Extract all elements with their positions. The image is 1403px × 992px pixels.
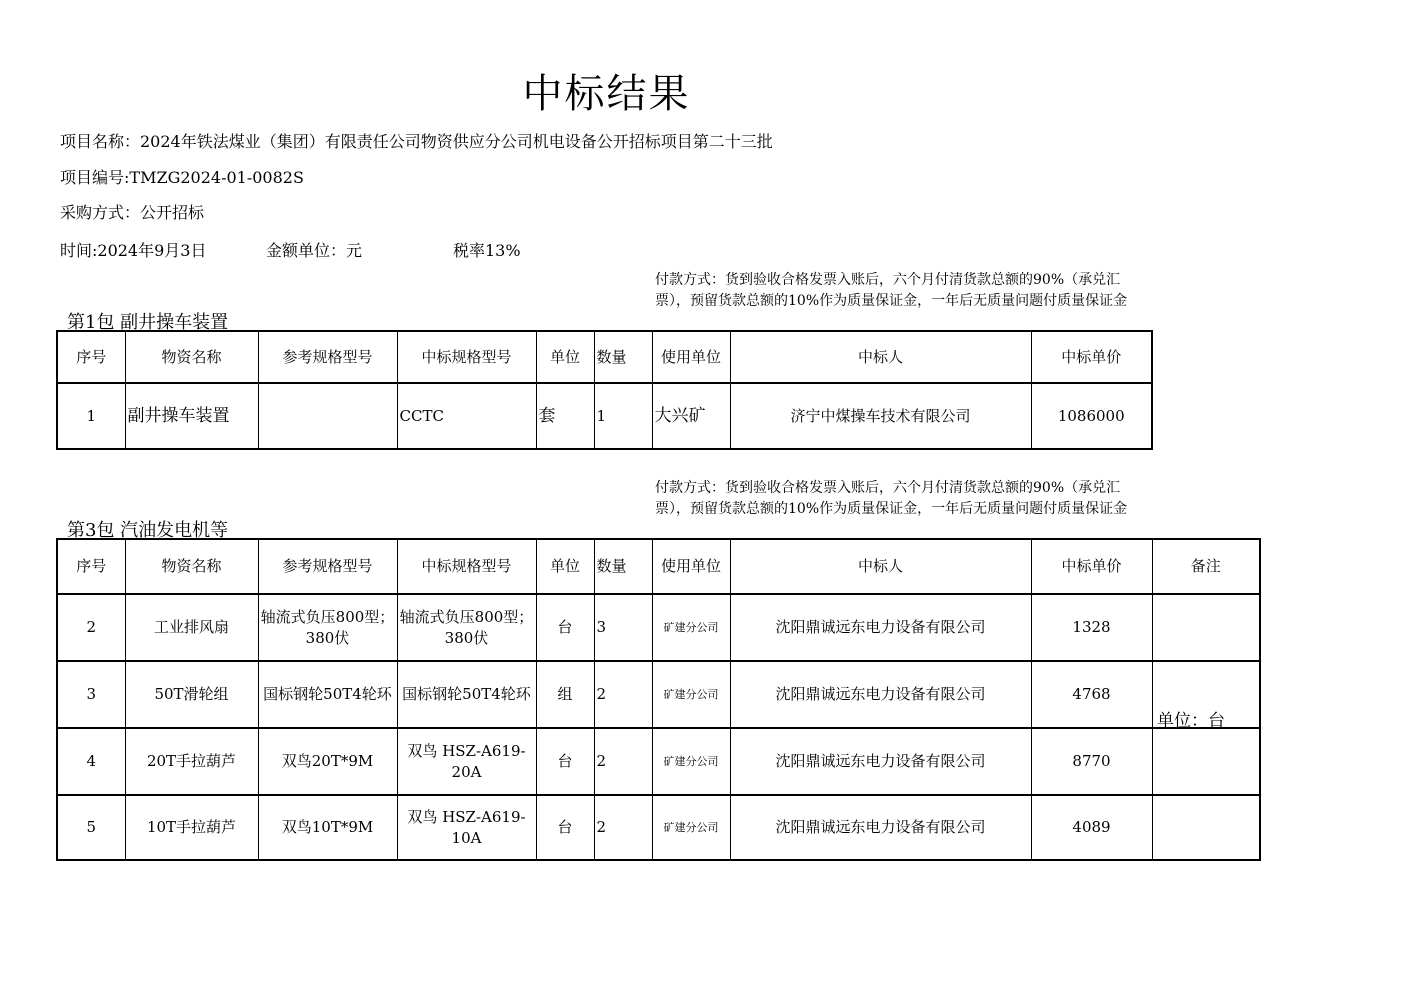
cell-name: 10T手拉葫芦 — [125, 795, 258, 860]
header-cell: 备注 — [1152, 539, 1260, 594]
header-cell: 物资名称 — [125, 331, 258, 383]
header-cell: 序号 — [57, 539, 125, 594]
cell-unit: 套 — [536, 383, 594, 449]
table-row — [57, 594, 1260, 661]
cell-user: 矿建分公司 — [652, 594, 730, 661]
cell-price: 8770 — [1031, 728, 1152, 795]
header-cell: 中标人 — [730, 331, 1031, 383]
table-row — [57, 383, 1152, 449]
cell-winner: 济宁中煤操车技术有限公司 — [730, 383, 1031, 449]
cell-ref-spec: 双鸟20T*9M — [258, 728, 397, 795]
cell-ref-spec: 轴流式负压800型；380伏 — [258, 594, 397, 661]
amount-unit: 金额单位：元 — [266, 241, 363, 260]
table-row — [57, 661, 1260, 728]
cell-user: 矿建分公司 — [652, 728, 730, 795]
cell-winner: 沈阳鼎诚远东电力设备有限公司 — [730, 661, 1031, 728]
header-cell: 单位 — [536, 539, 594, 594]
cell-name: 副井操车装置 — [125, 383, 258, 449]
table-row — [57, 728, 1260, 795]
cell-win-spec: 双鸟 HSZ-A619-10A — [397, 795, 536, 860]
header-cell: 使用单位 — [652, 539, 730, 594]
page-title: 中标结果 — [522, 71, 691, 117]
cell-win-spec: 轴流式负压800型；380伏 — [397, 594, 536, 661]
cell-ref-spec: 双鸟10T*9M — [258, 795, 397, 860]
header-cell: 数量 — [594, 331, 652, 383]
cell-price: 4089 — [1031, 795, 1152, 860]
header-cell: 单位 — [536, 331, 594, 383]
project-number: 项目编号:TMZG2024-01-0082S — [60, 168, 304, 187]
package1-title: 第1包 副井操车装置 — [67, 312, 229, 333]
date: 时间:2024年9月3日 — [60, 241, 207, 260]
cell-ref-spec: 国标钢轮50T4轮环 — [258, 661, 397, 728]
package3-payment-terms: 付款方式：货到验收合格发票入账后，六个月付清货款总额的90%（承兑汇票），预留货款总额的10%作为质量保证金，一年后无质量问题付质量保证金 — [655, 480, 1128, 517]
header-cell: 参考规格型号 — [258, 331, 397, 383]
package1-table — [56, 330, 1153, 450]
cell-winner: 沈阳鼎诚远东电力设备有限公司 — [730, 728, 1031, 795]
cell-no: 1 — [57, 383, 125, 449]
table-header-row — [57, 331, 1152, 383]
cell-no: 3 — [57, 661, 125, 728]
header-cell: 中标规格型号 — [397, 331, 536, 383]
header-cell: 中标规格型号 — [397, 539, 536, 594]
cell-user: 大兴矿 — [652, 383, 730, 449]
cell-remark — [1152, 728, 1260, 795]
cell-user: 矿建分公司 — [652, 661, 730, 728]
cell-name: 20T手拉葫芦 — [125, 728, 258, 795]
header-cell: 中标人 — [730, 539, 1031, 594]
table-header-row — [57, 539, 1260, 594]
cell-unit: 台 — [536, 728, 594, 795]
cell-remark — [1152, 594, 1260, 661]
cell-qty: 2 — [594, 661, 652, 728]
cell-remark — [1152, 795, 1260, 860]
header-cell: 序号 — [57, 331, 125, 383]
cell-unit: 台 — [536, 795, 594, 860]
cell-win-spec: 国标钢轮50T4轮环 — [397, 661, 536, 728]
cell-ref-spec — [258, 383, 397, 449]
cell-no: 4 — [57, 728, 125, 795]
cell-qty: 3 — [594, 594, 652, 661]
cell-user: 矿建分公司 — [652, 795, 730, 860]
cell-win-spec: CCTC — [397, 383, 536, 449]
cell-qty: 2 — [594, 795, 652, 860]
header-cell: 物资名称 — [125, 539, 258, 594]
purchase-method: 采购方式：公开招标 — [60, 203, 205, 222]
header-cell: 中标单价 — [1031, 331, 1152, 383]
cell-qty: 1 — [594, 383, 652, 449]
unit-remark: 单位：台 — [1157, 711, 1225, 731]
cell-name: 50T滑轮组 — [125, 661, 258, 728]
header-cell: 参考规格型号 — [258, 539, 397, 594]
tax-rate: 税率13% — [453, 241, 521, 260]
cell-qty: 2 — [594, 728, 652, 795]
cell-price: 1086000 — [1031, 383, 1152, 449]
cell-win-spec: 双鸟 HSZ-A619-20A — [397, 728, 536, 795]
cell-no: 2 — [57, 594, 125, 661]
cell-unit: 台 — [536, 594, 594, 661]
package3-table — [56, 538, 1261, 861]
project-name: 项目名称：2024年铁法煤业（集团）有限责任公司物资供应分公司机电设备公开招标项目第二十三批 — [60, 132, 773, 151]
cell-name: 工业排风扇 — [125, 594, 258, 661]
cell-winner: 沈阳鼎诚远东电力设备有限公司 — [730, 594, 1031, 661]
header-cell: 使用单位 — [652, 331, 730, 383]
header-cell: 数量 — [594, 539, 652, 594]
cell-price: 4768 — [1031, 661, 1152, 728]
table-row — [57, 795, 1260, 860]
package3-title: 第3包 汽油发电机等 — [67, 520, 229, 541]
cell-price: 1328 — [1031, 594, 1152, 661]
cell-unit: 组 — [536, 661, 594, 728]
header-cell: 中标单价 — [1031, 539, 1152, 594]
cell-no: 5 — [57, 795, 125, 860]
cell-winner: 沈阳鼎诚远东电力设备有限公司 — [730, 795, 1031, 860]
package1-payment-terms: 付款方式：货到验收合格发票入账后，六个月付清货款总额的90%（承兑汇票），预留货款总额的10%作为质量保证金，一年后无质量问题付质量保证金 — [655, 272, 1128, 309]
